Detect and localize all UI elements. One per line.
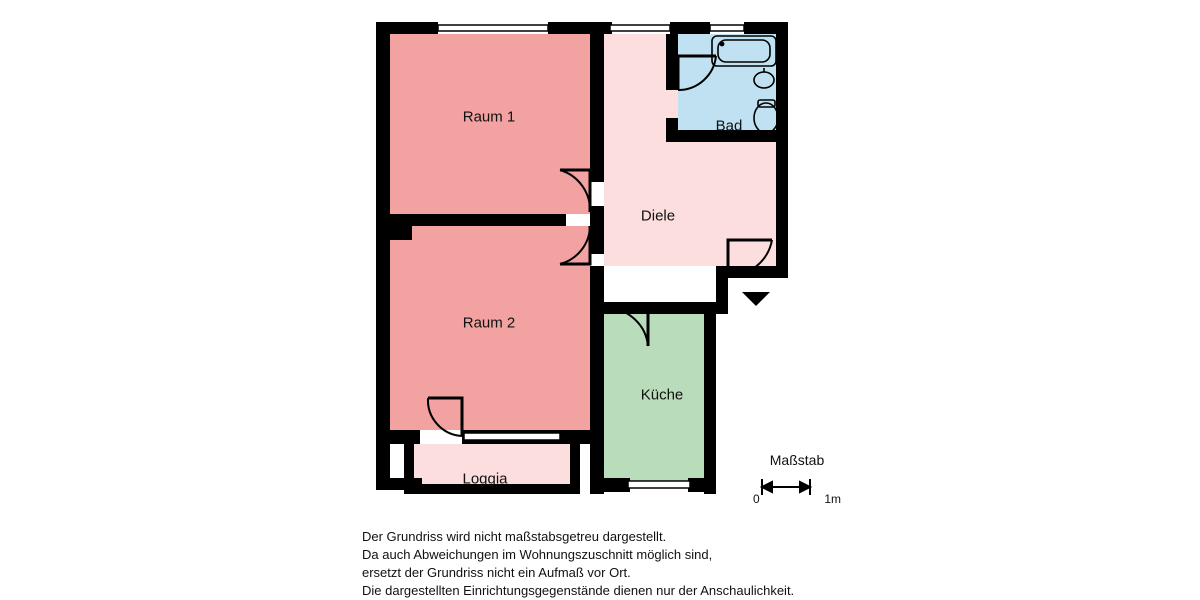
room-label-bad: Bad [715,117,743,135]
room-label-diele: Diele [640,207,676,225]
room-label-loggia: Loggia [462,470,508,488]
disclaimer-line-3: ersetzt der Grundriss nicht ein Aufmaß vor Ort. [362,565,631,580]
scale-title: Maßstab [769,452,825,468]
disclaimer-text [362,528,794,600]
scale-block [752,452,842,506]
scale-min-label: 0 [753,492,760,506]
disclaimer-line-4: Die dargestellten Einrichtungsgegenstände dienen nur der Anschaulichkeit. [362,583,795,598]
scale-ruler-spacer [752,476,842,490]
room-label-raum1: Raum 1 [462,108,516,126]
disclaimer-line-2: Da auch Abweichungen im Wohnungszuschnitt möglich sind, [362,547,713,562]
room-label-kueche: Küche [640,386,684,404]
disclaimer-line-1: Der Grundriss wird nicht maßstabsgetreu dargestellt. [362,529,667,544]
scale-max-label: 1m [824,492,841,506]
entrance-marker [742,292,770,306]
room-label-raum2: Raum 2 [462,314,516,332]
scale-labels [752,492,842,506]
